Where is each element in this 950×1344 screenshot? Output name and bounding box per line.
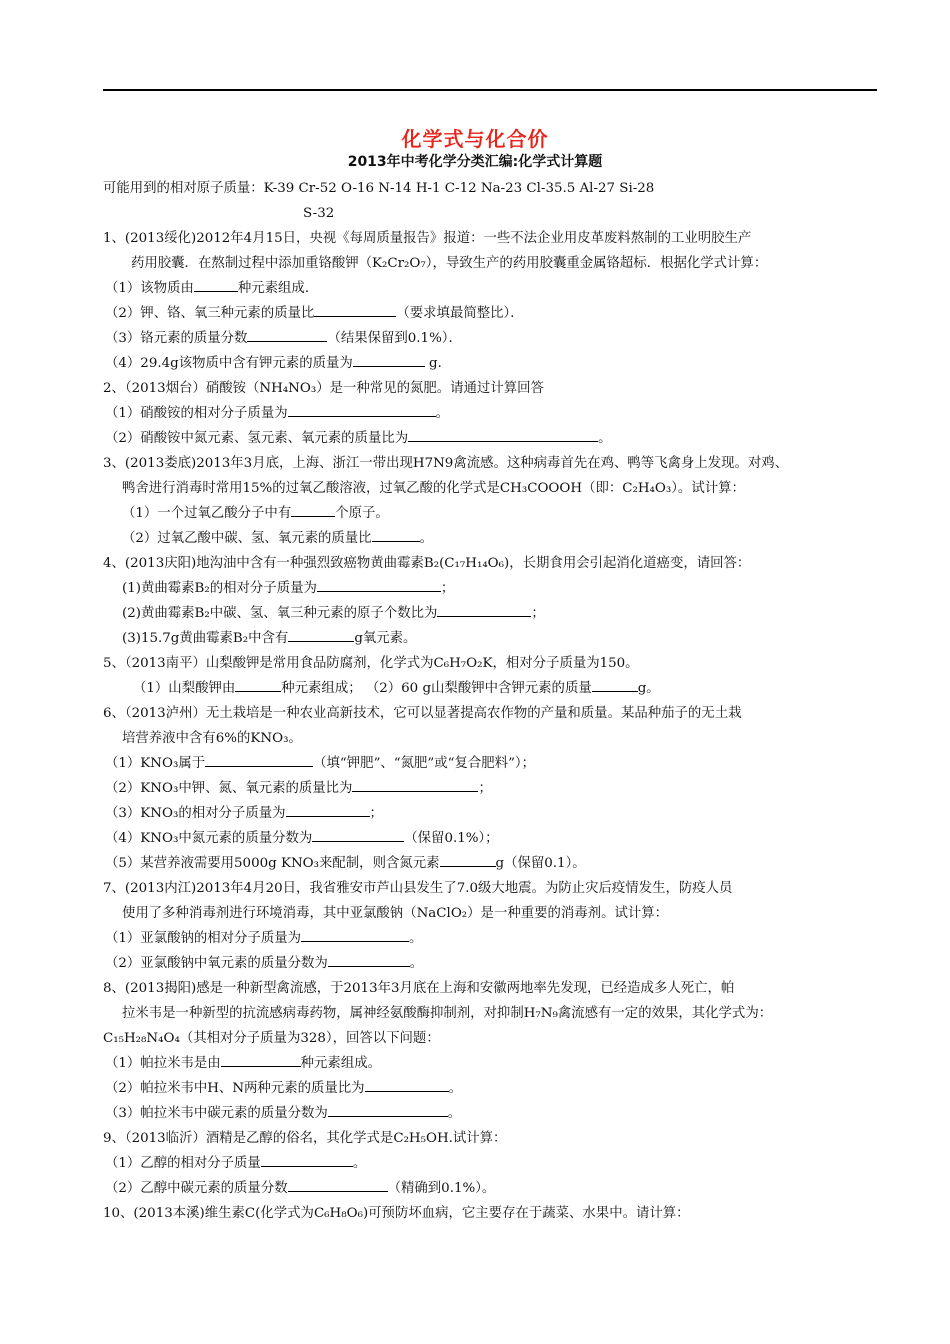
answer-blank[interactable] [288,404,436,417]
header-rule [103,89,877,91]
part-text: （5）某营养液需要用5000g KNO₃来配制，则含氮元素 [105,856,440,871]
question-6-part-1 [103,751,883,776]
answer-blank[interactable] [365,1079,449,1092]
part-text: 。 [435,406,449,421]
question-9-part-1 [103,1151,883,1176]
part-text: 。 [598,431,612,446]
part-text: g（保留0.1）。 [495,856,586,871]
answer-blank[interactable] [328,1104,448,1117]
question-7-stem-cont: 使用了多种消毒剂进行环境消毒，其中亚氯酸钠（NaClO₂）是一种重要的消毒剂。试计算： [122,906,669,921]
part-text: （2）KNO₃中钾、氮、氧元素的质量比为 [105,781,353,796]
answer-blank[interactable] [372,529,420,542]
question-3-part-1 [103,501,883,526]
part-text: (3)15.7g黄曲霉素B₂中含有 [122,631,289,646]
part-text: ； [369,806,383,821]
question-6-part-2 [103,776,883,801]
part-text: 个原子。 [335,506,389,521]
question-8-part-2 [103,1076,883,1101]
part-text: （1）帕拉米韦是由 [105,1056,221,1071]
atomic-mass-line-cont: S-32 [303,206,335,221]
part-text: （2）钾、铬、氧三种元素的质量比 [105,306,315,321]
question-4-part-1 [103,576,883,601]
part-text: （3）KNO₃的相对分子质量为 [105,806,286,821]
part-text: （4）29.4g该物质中含有钾元素的质量为 [105,356,353,371]
answer-blank[interactable] [288,1179,388,1192]
part-text: g． [424,356,451,371]
question-7-part-2 [103,951,883,976]
part-text: ； [440,581,455,596]
question-8-stem-cont: 拉米韦是一种新型的抗流感病毒药物，属神经氨酸酶抑制剂，对抑制H₇N₉禽流感有一定的效果，其化学式为： [122,1006,773,1021]
question-2-part-1 [103,401,883,426]
part-text: （1）硝酸铵的相对分子质量为 [105,406,288,421]
question-1-part-1 [103,276,883,301]
question-8-stem: 8、(2013揭阳)感是一种新型禽流感，于2013年3月底在上海和安徽两地率先发现，已经造成多人死亡，帕 [103,981,735,996]
answer-blank[interactable] [312,829,404,842]
question-3-part-2 [103,526,883,551]
part-text: （1）亚氯酸钠的相对分子质量为 [105,931,301,946]
part-text: 种元素组成； （2）60 g山梨酸钾中含钾元素的质量 [281,681,592,696]
answer-blank[interactable] [592,679,638,692]
part-text: （1）一个过氧乙酸分子中有 [122,506,292,521]
part-text: （2）帕拉米韦中H、N两种元素的质量比为 [105,1081,365,1096]
atomic-mass-line: 可能用到的相对原子质量：K-39 Cr-52 O-16 N-14 H-1 C-12 Na-23 Cl-35.5 Al-27 Si-28 [103,181,655,196]
page-subtitle: 2013年中考化学分类汇编:化学式计算题 [347,154,603,170]
question-4-part-3 [103,626,883,651]
answer-blank[interactable] [353,354,425,367]
part-text: 。 [419,531,433,546]
answer-blank[interactable] [205,754,313,767]
part-text: （2）硝酸铵中氮元素、氢元素、氧元素的质量比为 [105,431,409,446]
part-text: 种元素组成． [237,281,319,296]
answer-blank[interactable] [352,779,478,792]
answer-blank[interactable] [291,504,335,517]
part-text: （4）KNO₃中氮元素的质量分数为 [105,831,313,846]
question-3-stem: 3、(2013娄底)2013年3月底，上海、浙江一带出现H7N9禽流感。这种病毒首先在鸡、鸭等飞禽身上发现。对鸡、 [103,456,789,471]
part-text: g。 [637,681,660,696]
part-text: （2）过氧乙酸中碳、氢、氧元素的质量比 [122,531,372,546]
part-text: （2）乙醇中碳元素的质量分数 [105,1181,288,1196]
answer-blank[interactable] [317,579,441,592]
answer-blank[interactable] [235,679,281,692]
part-text: （3）铬元素的质量分数 [105,331,248,346]
part-text: （1）山梨酸钾由 [133,681,236,696]
part-text: （1）KNO₃属于 [105,756,206,771]
part-text: （1）该物质由 [105,281,194,296]
question-1-part-4 [103,351,883,376]
question-5-stem: 5、（2013南平）山梨酸钾是常用食品防腐剂，化学式为C₆H₇O₂K，相对分子质量为150。 [103,656,639,671]
question-4-stem: 4、(2013庆阳)地沟油中含有一种强烈致癌物黄曲霉素B₂(C₁₇H₁₄O₆)，长期食用会引起消化道癌变，请回答： [103,556,751,571]
question-9-stem: 9、（2013临沂）酒精是乙醇的俗名，其化学式是C₂H₅OH.试计算： [103,1131,507,1146]
question-3-stem-cont: 鸭舍进行消毒时常用15%的过氧乙酸溶液，过氧乙酸的化学式是CH₃COOOH（即：C₂H₄O₃）。试计算： [122,481,745,496]
part-text: 。 [447,1106,462,1121]
question-4-part-2 [103,601,883,626]
part-text: 。 [448,1081,462,1096]
question-1-stem: 1、(2013绥化)2012年4月15日，央视《每周质量报告》报道：一些不法企业用皮革废料熬制的工业明胶生产 [103,231,752,246]
question-2-stem: 2、（2013烟台）硝酸铵（NH₄NO₃）是一种常见的氮肥。请通过计算回答 [103,381,544,396]
question-6-stem-cont: 培营养液中含有6%的KNO₃。 [122,731,302,746]
question-7-stem: 7、(2013内江)2013年4月20日，我省雅安市芦山县发生了7.0级大地震。为防止灾后疫情发生，防疫人员 [103,881,733,896]
answer-blank[interactable] [247,329,327,342]
answer-blank[interactable] [261,1154,353,1167]
answer-blank[interactable] [314,304,396,317]
answer-blank[interactable] [288,629,354,642]
part-text: 。 [409,956,424,971]
part-text: （2）亚氯酸钠中氧元素的质量分数为 [105,956,328,971]
question-1-part-3 [103,326,883,351]
question-7-part-1 [103,926,883,951]
part-text: 。 [409,931,423,946]
answer-blank[interactable] [301,929,409,942]
question-6-part-3 [103,801,883,826]
question-9-part-2 [103,1176,883,1201]
worksheet-body [103,176,883,1226]
part-text: （要求填最简整比）． [396,306,524,321]
answer-blank[interactable] [440,854,496,867]
part-text: 种元素组成。 [300,1056,381,1071]
answer-blank[interactable] [408,429,598,442]
answer-blank[interactable] [437,604,531,617]
question-8-part-1 [103,1051,883,1076]
part-text: g氧元素。 [354,631,417,646]
answer-blank[interactable] [286,804,370,817]
part-text: （1）乙醇的相对分子质量 [105,1156,261,1171]
question-2-part-2 [103,426,883,451]
question-8-part-3 [103,1101,883,1126]
part-text: (1)黄曲霉素B₂的相对分子质量为 [122,581,317,596]
question-8-stem-cont2: C₁₅H₂₈N₄O₄（其相对分子质量为328），回答以下问题： [103,1031,440,1046]
part-text: 。 [352,1156,367,1171]
question-6-part-5 [103,851,883,876]
part-text: （精确到0.1%）。 [387,1181,496,1196]
question-10-stem: 10、(2013本溪)维生素C(化学式为C₆H₈O₆)可预防坏血病，它主要存在于蔬菜、水果中。请计算： [103,1206,690,1221]
question-1-stem-cont: 药用胶囊．在熬制过程中添加重铬酸钾（K₂Cr₂O₇），导致生产的药用胶囊重金属铬超标．根据化学式计算： [131,256,768,271]
part-text: （填“钾肥”、“氮肥”或“复合肥料”）； [313,756,535,771]
part-text: ； [478,781,492,796]
part-text: ； [531,606,545,621]
page-title: 化学式与化合价 [401,127,549,151]
part-text: (2)黄曲霉素B₂中碳、氢、氧三种元素的原子个数比为 [122,606,438,621]
answer-blank[interactable] [194,279,238,292]
answer-blank[interactable] [221,1054,301,1067]
question-6-stem: 6、（2013泸州）无土栽培是一种农业高新技术，它可以显著提高农作物的产量和质量。某品种茄子的无土栽 [103,706,742,721]
answer-blank[interactable] [328,954,410,967]
question-6-part-4 [103,826,883,851]
question-5-parts [103,676,883,701]
part-text: （保留0.1%）； [404,831,499,846]
part-text: （3）帕拉米韦中碳元素的质量分数为 [105,1106,328,1121]
part-text: （结果保留到0.1%）． [327,331,462,346]
question-1-part-2 [103,301,883,326]
